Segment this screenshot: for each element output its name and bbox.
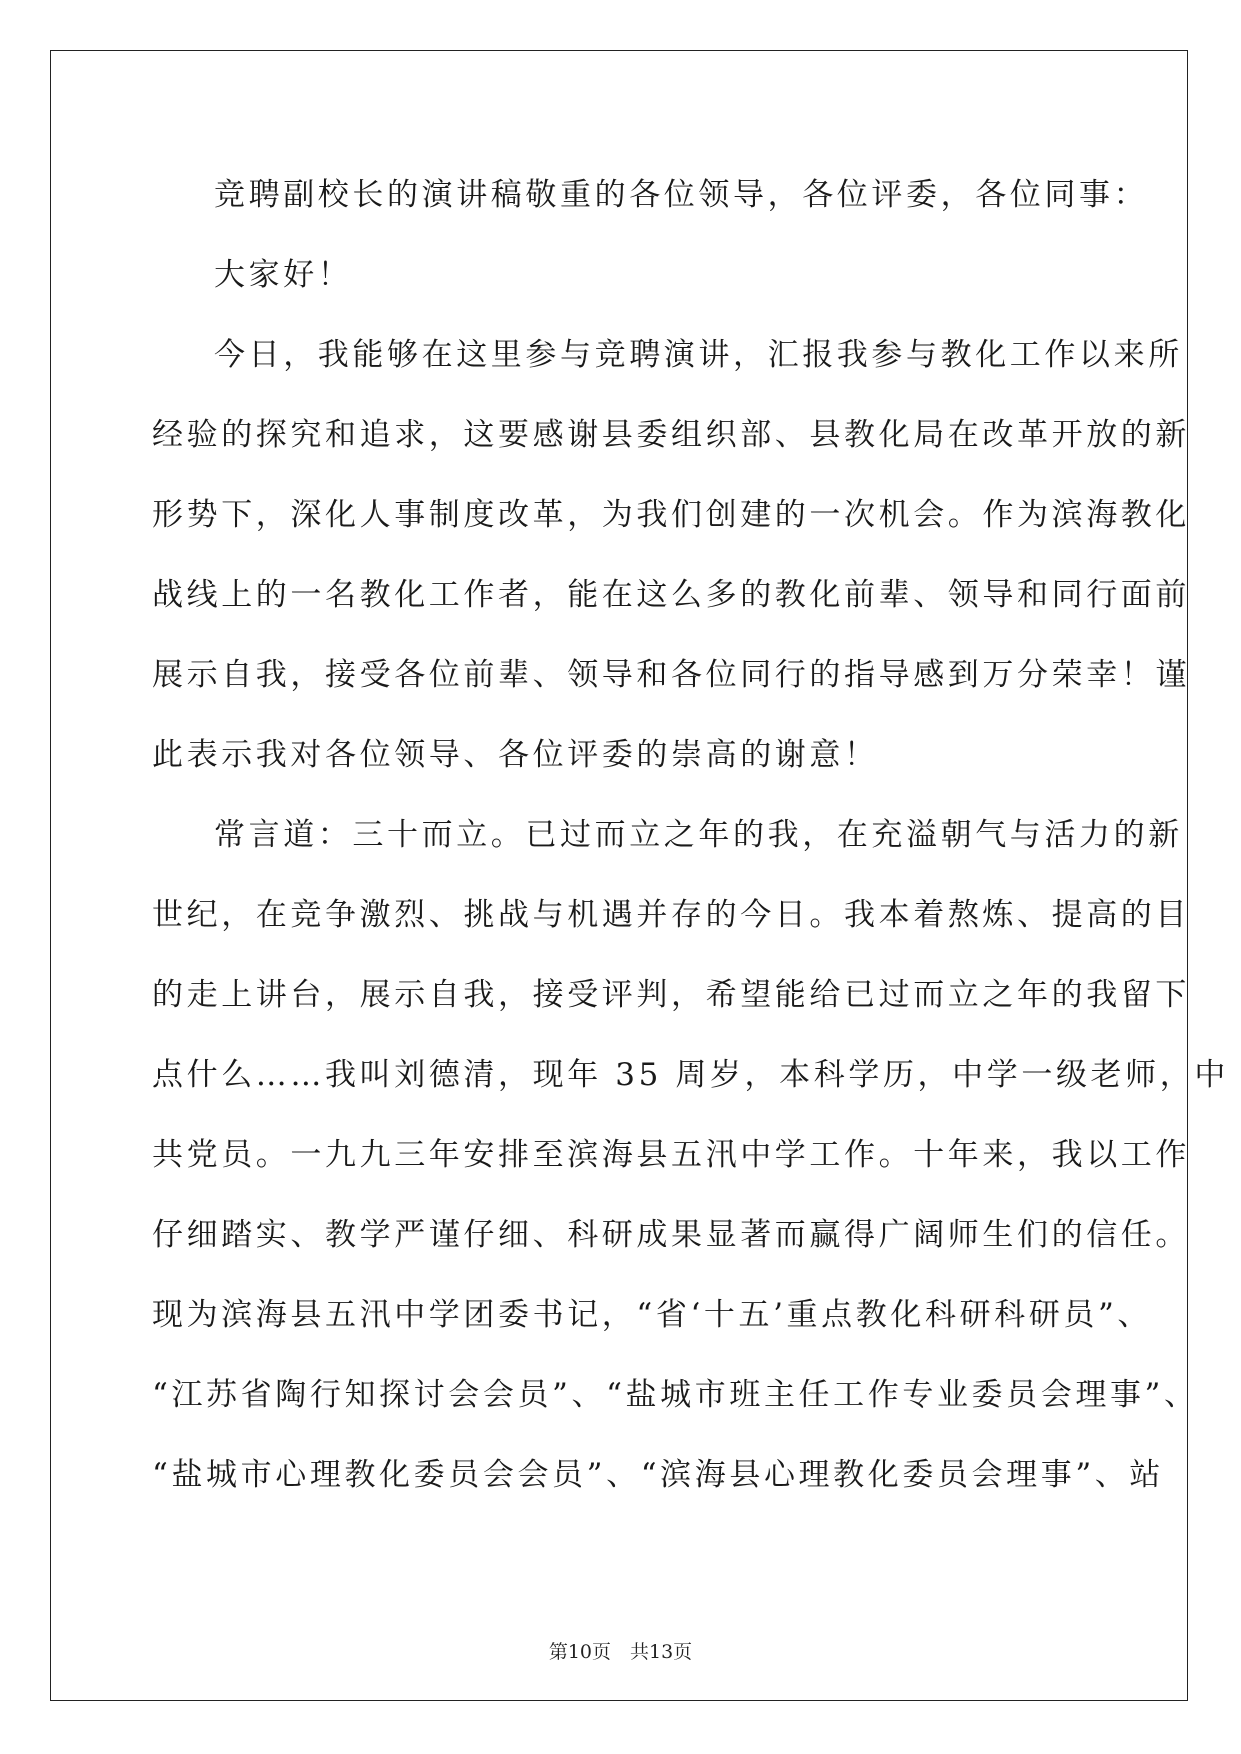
text-line: “江苏省陶行知探讨会会员”、“盐城市班主任工作专业委员会理事”、 (152, 1377, 1199, 1413)
text-line: 今日，我能够在这里参与竞聘演讲，汇报我参与教化工作以来所 (214, 337, 1183, 373)
text-line: 经验的探究和追求，这要感谢县委组织部、县教化局在改革开放的新 (152, 417, 1190, 453)
text-line: 战线上的一名教化工作者，能在这么多的教化前辈、领导和同行面前 (152, 577, 1190, 613)
text-line: 展示自我，接受各位前辈、领导和各位同行的指导感到万分荣幸！谨 (152, 657, 1190, 693)
text-line: 世纪，在竞争激烈、挑战与机遇并存的今日。我本着熬炼、提高的目 (152, 897, 1190, 933)
text-line: 大家好！ (214, 257, 353, 293)
text-line: 现为滨海县五汛中学团委书记，“省‘十五’重点教化科研科研员”、 (152, 1297, 1153, 1333)
text-line: 的走上讲台，展示自我，接受评判，希望能给已过而立之年的我留下 (152, 977, 1190, 1013)
text-line: 此表示我对各位领导、各位评委的崇高的谢意！ (152, 737, 879, 773)
page-number: 第10页 共13页 (548, 1641, 693, 1663)
text-line: “盐城市心理教化委员会会员”、“滨海县心理教化委员会理事”、站 (152, 1457, 1164, 1493)
text-line: 共党员。一九九三年安排至滨海县五汛中学工作。十年来，我以工作 (152, 1137, 1190, 1173)
text-line: 形势下，深化人事制度改革，为我们创建的一次机会。作为滨海教化 (152, 497, 1190, 533)
text-line: 竞聘副校长的演讲稿敬重的各位领导，各位评委，各位同事： (214, 177, 1149, 213)
document-body (152, 165, 1229, 1525)
text-line: 点什么……我叫刘德清，现年 35 周岁，本科学历，中学一级老师，中 (152, 1057, 1229, 1093)
text-line: 常言道：三十而立。已过而立之年的我，在充溢朝气与活力的新 (214, 817, 1183, 853)
text-line: 仔细踏实、教学严谨仔细、科研成果显著而赢得广阔师生们的信任。 (152, 1217, 1190, 1253)
